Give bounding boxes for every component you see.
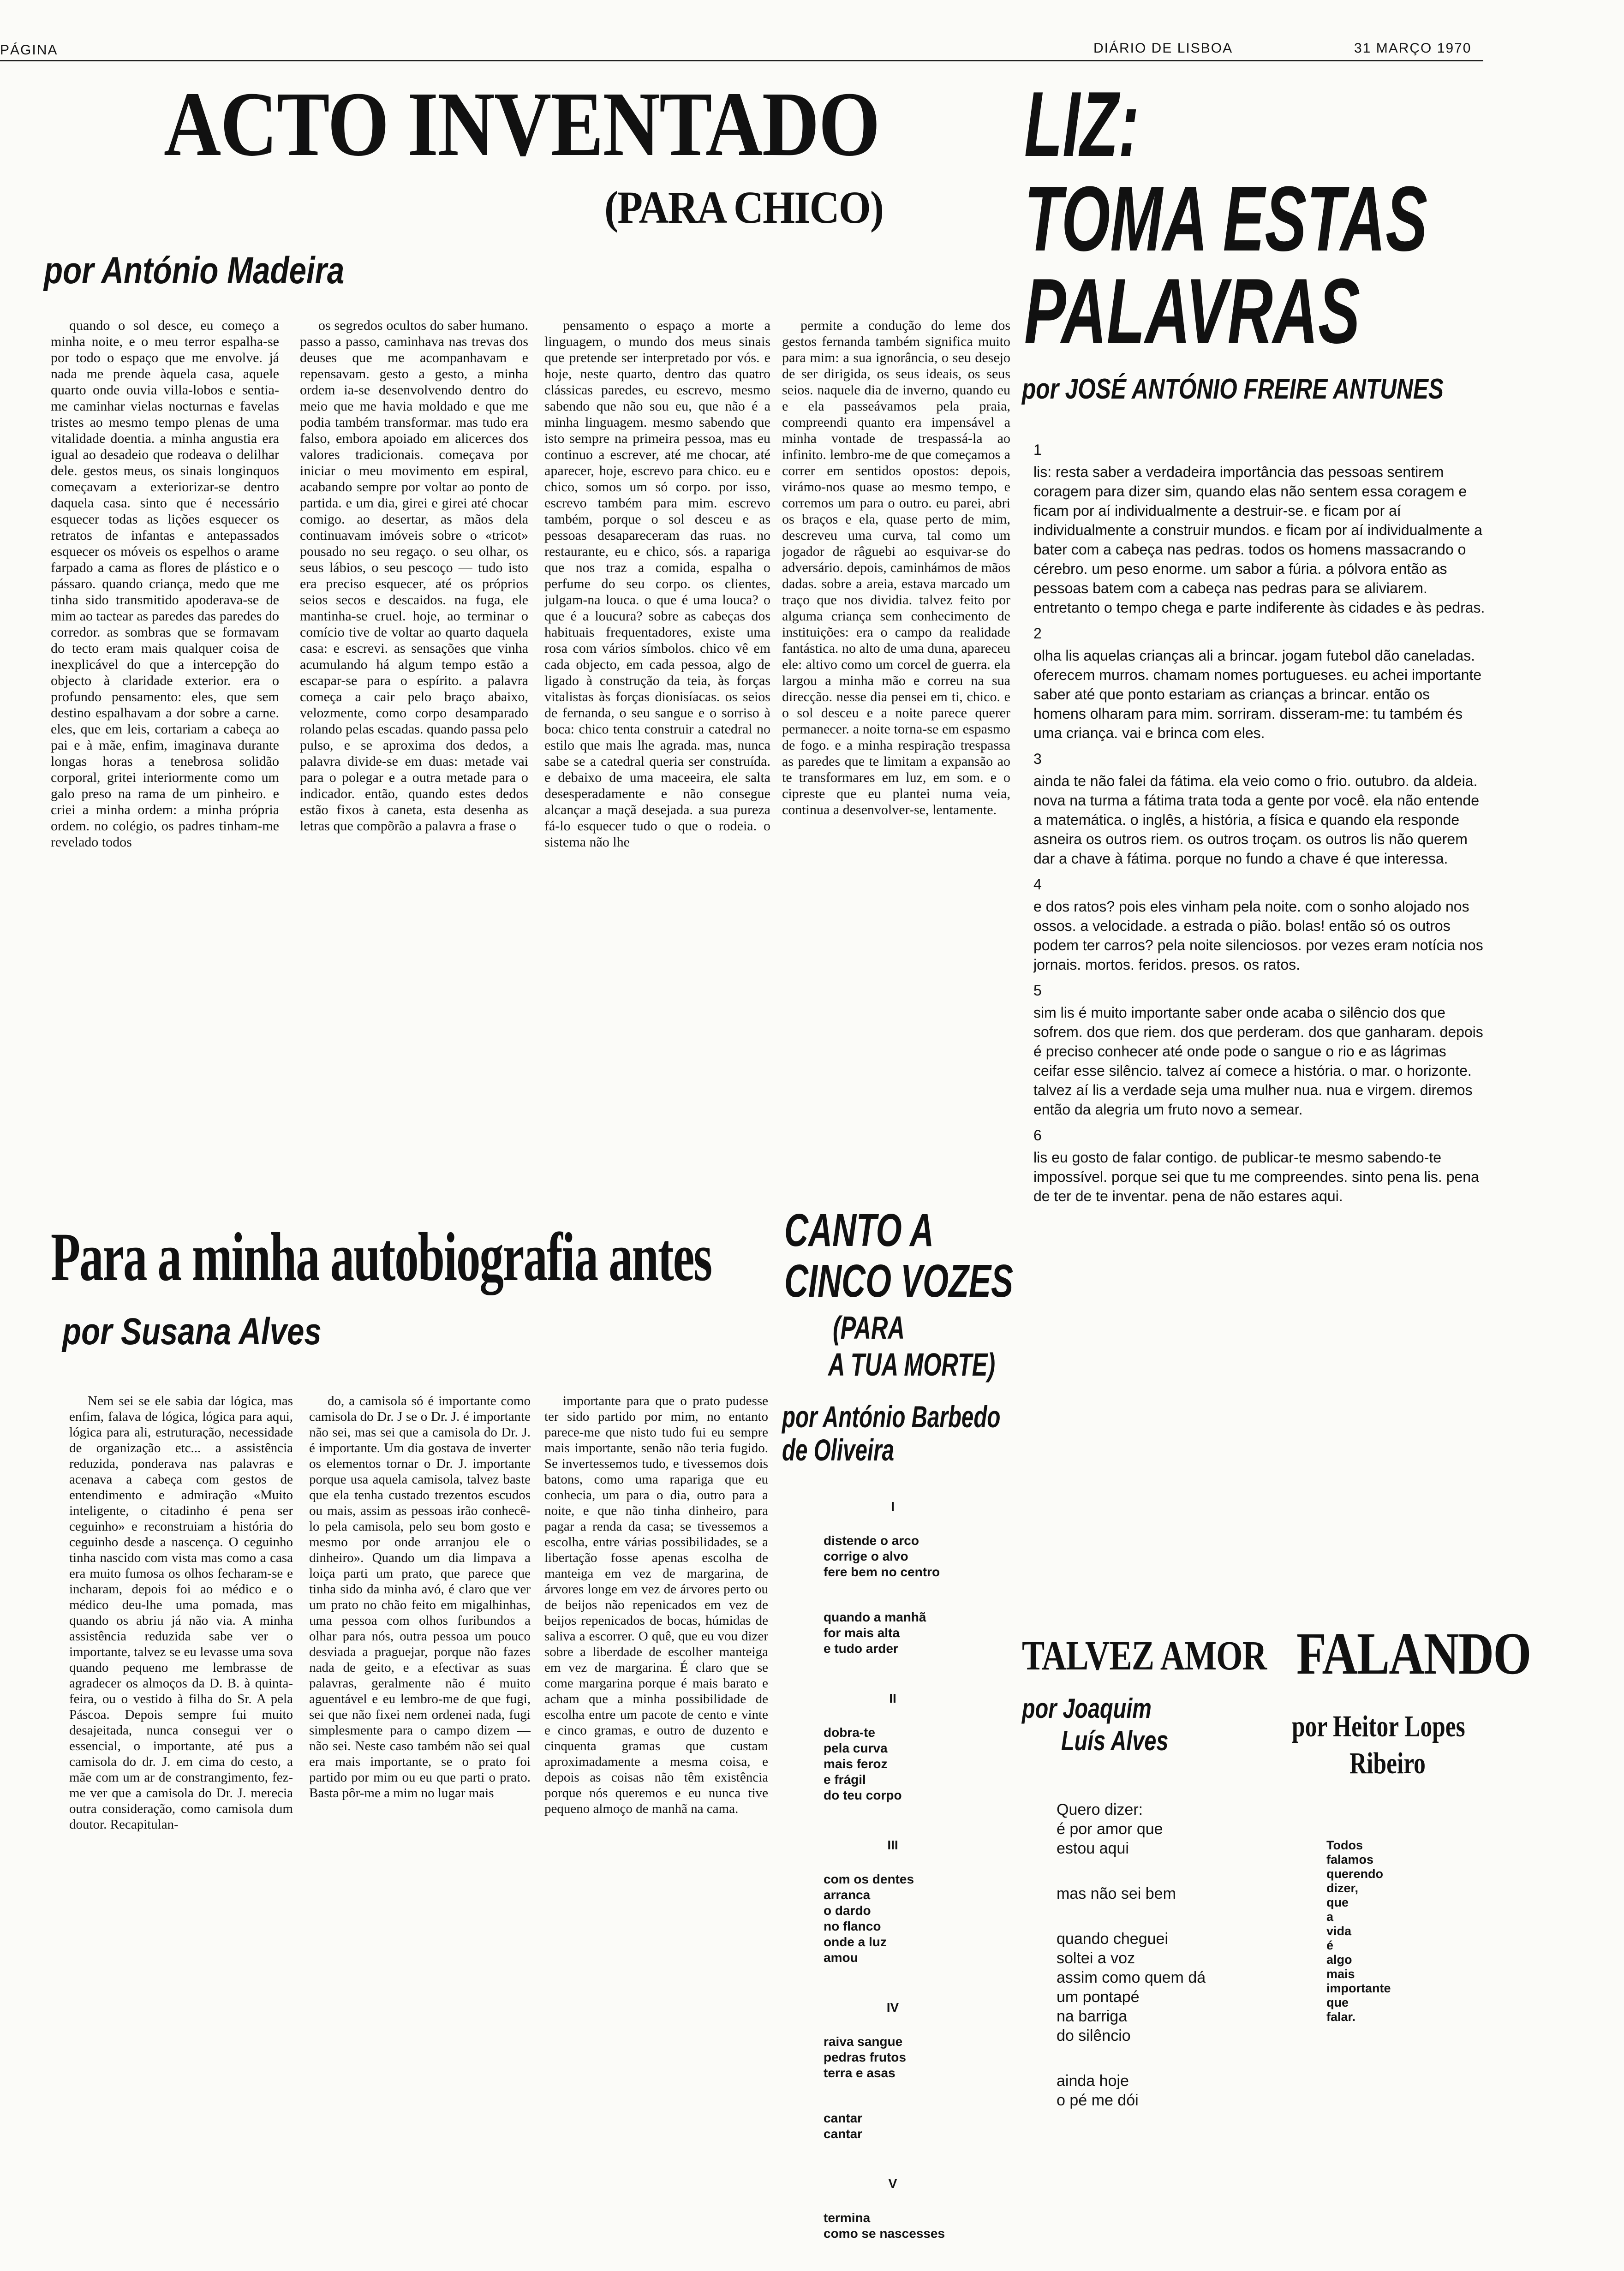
acto-byline: por António Madeira xyxy=(44,250,345,292)
canto-stanza: termina como se nascesses xyxy=(824,2211,945,2241)
acto-text-3: pensamento o espaço a morte a linguagem, o mundo dos meus sinais que pretende ser interpretado por vós. e hoje, neste quarto, dentro das quatro clássicas paredes, eu escrevo, mesmo sabendo que não sou eu, que não é a minha linguagem. mesmo sabendo que isto sempre na primeira pessoa, mas eu continuo a escrever, até me chocar, até aparecer, hoje, escrevo para chico. eu e chico, somos um só corpo. por isso, escrevo também para mim. escrevo também, porque o sol desceu e as pessoas desapareceram das ruas. no restaurante, eu e chico, sós. a rapariga que nos traz a comida, espalha o perfume do seu corpo. os clientes, julgam-na louca. o que é uma louca? o que é a loucura? sobre as cabeças dos habituais frequentadores, existe uma rosa com vários símbolos. chico vê em cada objecto, em cada pessoa, algo de ligado à construção da teia, às forças vitalistas às forças dionisíacas. os seios de fernanda, o seu sangue e o sorriso à boca: chico tenta construir a catedral no estilo que mais lhe agrada. mas, nunca sabe se a catedral queria ser construída. e debaixo de uma maceeira, ele salta desesperadamente e não consegue alcançar a maçã desejada. a sua pureza fá-lo esquecer tudo o que o rodeia. o sistema não lhe xyxy=(544,318,770,850)
canto-stanza: cantar cantar xyxy=(824,2111,863,2141)
canto-section-5-number: V xyxy=(888,2176,897,2191)
issue-date: 31 MARÇO 1970 xyxy=(1354,41,1472,56)
canto-stanza: raiva sangue pedras frutos terra e asas xyxy=(824,2034,906,2080)
liz-section-2-number: 2 xyxy=(1033,625,1042,642)
liz-section-4-text: e dos ratos? pois eles vinham pela noite. com o sonho alojado nos ossos. a velocidade. a estrada o pião. bolas! então só os outros podem ter carros? pela noite silenciosos. por vezes eram notícia nos jornais. mortos. feridos. presos. os ratos. xyxy=(1033,898,1483,973)
canto-subtitle-line-1: (PARA xyxy=(833,1310,905,1346)
talvez-stanza: ainda hoje o pé me dói xyxy=(1057,2072,1139,2109)
acto-text-2: os segredos ocultos do saber humano. passo a passo, caminhava nas trevas dos deuses que me acompanhavam e repensavam. gesto a gesto, a minha ordem ia-se desenvolvendo dentro do meio que me havia moldado e que me podia também transformar. mas tudo era falso, embora apoiado em alicerces dos valores tradicionais. começava por iniciar o meu movimento em espiral, acabando sempre por voltar ao ponto de partida. e um dia, girei e girei até chocar comigo. ao desertar, as mãos dela continuavam imóveis sobre o «tricot» pousado no seu regaço. o seu olhar, os seus lábios, o seu pescoço — tudo isto era preciso esquecer, até os próprios seios secos e descaidos. na fuga, ele mantinha-se cruel. hoje, ao terminar o comício tive de voltar ao quarto daquela casa: e escrevi. as sensações que vinha acumulando há algum tempo estão a escapar-se para o espírito. a palavra começa a cair pelo braço abaixo, velozmente, como corpo desamparado rolando pelas escadas. quando passa pelo pulso, e se aproxima dos dedos, a palavra divide-se em duas: metade vai para o polegar e a outra metade para o indicador. então, quando estes dedos estão fixos à caneta, esta desenha as letras que compõrão a palavra a frase o xyxy=(300,318,528,834)
autobio-text-1: Nem sei se ele sabia dar lógica, mas enfim, falava de lógica, lógica para aqui, lógica para ali, estruturação, necessidade de organização etc... a assistência reduzida, ponderava nas palavras e acenava a cabeça com gestos de entendimento e admiração «Muito inteligente, o citadinho é pena ser ceguinho» e reconstruiam a história do ceguinho desde a nascença. O ceguinho tinha nascido com vista mas como a casa era muito fumosa os olhos fecharam-se e incharam, depois foi ao médico e o médico deu-lhe uma pomada, mas quando os abriu já não via. A minha assistência reduzida sabe ver o importante, talvez se eu levasse uma sova quando pequeno me lembrasse de agradecer os almoços da D. B. à quinta-feira, ou o vestido à filha do Sr. A pela Páscoa. Depois sempre fui muito desajeitada, nunca consegui ver o essencial, o importante, até pus a camisola do dr. J. em cima do cesto, a mãe com um ar de constrangimento, fez-me ver que a camisola do Dr. J. merecia outra consideração, como camisola dum doutor. Recapitulan- xyxy=(69,1394,293,1832)
acto-subtitle: (PARA CHICO) xyxy=(604,182,884,233)
liz-byline: por JOSÉ ANTÓNIO FREIRE ANTUNES xyxy=(1022,373,1444,405)
newspaper-name: DIÁRIO DE LISBOA xyxy=(1093,41,1233,56)
liz-section-3-number: 3 xyxy=(1033,751,1042,767)
liz-section-5-number: 5 xyxy=(1033,982,1042,999)
liz-title-line-2: TOMA ESTAS xyxy=(1024,167,1427,270)
acto-column-1 xyxy=(51,317,279,1180)
falando-title: FALANDO xyxy=(1296,1621,1531,1687)
acto-title: ACTO INVENTADO xyxy=(164,73,880,175)
canto-stanza: quando a manhã for mais alta e tudo arder xyxy=(824,1610,926,1656)
autobio-text-3: importante para que o prato pudesse ter sido partido por mim, no entanto parece-me que nisto tudo fui eu sempre mais importante, senão não teria fugido. Se invertessemos tudo, e tivessemos dois batons, como uma rapariga que eu conhecia, um para o dia, outro para a noite, e que não tinha dinheiro, para pagar a renda da casa; se tivessemos a escolha, entre várias possibilidades, se a libertação fosse apenas escolha de manteiga em vez de margarina, de árvores longe em vez de árvores perto ou de beijos não repenicados em vez de beijos repenicados de bocas, húmidas de saliva a escorrer. O quê, que eu vou dizer sobre a liberdade de escolher manteiga em vez de margarina. É claro que se come margarina porque é mais barato e acham que a minha possibilidade de escolha entre um pacote de cento e vinte e cinco gramas, e outro de duzento e cinquenta gramas que custam aproximadamente a mesma coisa, e depois as coisas não têm existência porque nós queremos e eu nunca tive pequeno almoço de manhã na cama. xyxy=(544,1394,768,1816)
liz-section-6-text: lis eu gosto de falar contigo. de publicar-te mesmo sabendo-te impossível. porque sei que tu me compreendes. sinto pena lis. pena de ter de te inventar. pena de não estares aqui. xyxy=(1033,1149,1479,1204)
falando-poem: Todos falamos querendo dizer, que a vida é algo mais importante que falar. xyxy=(1326,1838,1391,2024)
canto-byline-line-2: de Oliveira xyxy=(782,1433,895,1467)
talvez-byline-line-1: por Joaquim xyxy=(1022,1693,1152,1724)
liz-section-1-number: 1 xyxy=(1033,441,1042,458)
autobio-byline: por Susana Alves xyxy=(62,1311,322,1353)
liz-section-1-text: lis: resta saber a verdadeira importância das pessoas sentirem coragem para dizer sim, quando elas não sentem essa coragem e ficam por aí individualmente a destruir-se. e ficam por aí individualmente a construir mundos. e ficam por aí individualmente a bater com a cabeça nas pedras. todos os homens massacrando o cérebro. um peso enorme. um sabor a fúria. a pólvora então as pessoas batem com a cabeça nas pedras para se aliviarem. entretanto o tempo chega e parte indiferente às cidades e às pedras. xyxy=(1033,464,1485,616)
liz-section-4-number: 4 xyxy=(1033,876,1042,893)
autobio-text-2: do, a camisola só é importante como camisola do Dr. J se o Dr. J. é importante não sei, mas sei que a camisola do Dr. J. é importante. Um dia gostava de inverter os elementos tornar o Dr. J. importante porque usa aquela camisola, talvez baste que ela tenha custado trezentos escudos ou mais, assim as pessoas irão conhecê-lo pela camisola, pelo seu bom gosto e mesmo por onde arranjou ele o dinheiro». Quando um dia limpava a loiça parti um prato, que parece que tinha sido da minha avó, é claro que ver um prato no chão feito em migalhinhas, uma pessoa com olhos furibundos a olhar para nós, outra pessoa um pouco desviada a praguejar, porque não fazes nada de geito, e a efectivar as suas palavras, geralmente não é muito aguentável e eu lembro-me de que fugi, sei que não fixei nem ordenei nada, fugi simplesmente para o campo dizem — não sei. Neste caso também não sei qual era mais importante, se o prato foi partido por mim ou eu que parti o prato. Basta pôr-me a mim no lugar mais xyxy=(309,1394,531,1800)
talvez-stanza: Quero dizer: é por amor que estou aqui xyxy=(1057,1801,1163,1857)
acto-column-3 xyxy=(544,317,770,1180)
canto-byline-line-1: por António Barbedo xyxy=(782,1400,1001,1434)
autobio-title: Para a minha autobiografia antes xyxy=(51,1219,711,1295)
canto-section-2-number: II xyxy=(889,1691,896,1705)
canto-section-1-number: I xyxy=(891,1499,895,1514)
autobio-column-3 xyxy=(544,1393,768,2136)
talvez-title: TALVEZ AMOR xyxy=(1022,1633,1267,1679)
autobio-column-2 xyxy=(309,1393,531,2136)
autobio-column-1 xyxy=(69,1393,293,2136)
acto-column-2 xyxy=(300,317,528,1180)
canto-subtitle-line-2: A TUA MORTE) xyxy=(828,1347,996,1383)
page-label: PÁGINA xyxy=(0,42,58,58)
liz-section-5-text: sim lis é muito importante saber onde acaba o silêncio dos que sofrem. dos que riem. dos que perderam. dos que ganharam. depois é preciso conhecer até onde pode o sangue o rio e as lágrimas ceifar esse silêncio. talvez aí comece a história. o mar. o horizonte. talvez aí lis a verdade seja uma mulher nua. nua e virgem. diremos então da alegria um fruto novo a semear. xyxy=(1033,1004,1483,1118)
falando-byline-line-2: Ribeiro xyxy=(1349,1746,1426,1780)
canto-section-4-number: IV xyxy=(886,2000,899,2015)
talvez-byline-line-2: Luís Alves xyxy=(1061,1725,1169,1756)
canto-section-3-number: III xyxy=(887,1838,898,1852)
liz-title-line-3: PALAVRAS xyxy=(1024,260,1360,363)
talvez-stanza: quando cheguei soltei a voz assim como quem dá um pontapé na barriga do silêncio xyxy=(1057,1930,1206,2044)
acto-text-1: quando o sol desce, eu começo a minha noite, e o meu terror espalha-se por todo o espaço que me envolve. já nada me prende àquela casa, aquele quarto onde ouvia villa-lobos e sentia-me caminhar vielas nocturnas e favelas tristes ao mesmo tempo plenas de uma vitalidade doentia. a minha angustia era igual ao desadeio que rodeava o delilhar dele. gestos meus, os sinais longinquos começavam a exteriorizar-se dentro daquela casa. sinto que é necessário esquecer todas as lições esquecer os retratos de infantas e antepassados esquecer os móveis os espelhos o arame farpado a cama as flores de plástico e o pássaro. quando criança, medo que me tinha sido transmitido apoderava-se de mim ao tactear as paredes das paredes do corredor. as sombras que se formavam do tecto eram mais qualquer coisa de inexplicável do que a intercepção do objecto à claridade exterior. era o profundo pensamento: eles, que sem destino espalhavam a dor sobre a carne. eles, que em leis, cortariam a cabeça ao pai e à mãe, enfim, imaginava durante longas horas a tenebrosa solidão corporal, gritei interiormente como um galo preso na rama de um pinheiro. e criei a minha ordem: a minha própria ordem. no colégio, os padres tinham-me revelado todos xyxy=(51,318,279,850)
liz-section-2-text: olha lis aquelas crianças ali a brincar. jogam futebol dão caneladas. oferecem murros. chamam nomes portugueses. eu achei importante saber até que ponto estariam as crianças a brincar. então os homens olharam para mim. sorriram. disseram-me: tu também és uma criança. vai e brinca com eles. xyxy=(1033,647,1482,741)
canto-stanza: distende o arco corrige o alvo fere bem no centro xyxy=(824,1533,940,1579)
liz-title-line-1: LIZ: xyxy=(1024,73,1140,176)
liz-section-3-text: ainda te não falei da fátima. ela veio como o frio. outubro. da aldeia. nova na turma a fátima trata toda a gente por você. ela não entende a matemática. o inglês, a história, a física e quando ela responde asneira os outros riem. os outros troçam. os outros lis não querem dar a chave à fátima. porque no fundo a chave é que interessa. xyxy=(1033,773,1479,867)
falando-byline-line-1: por Heitor Lopes xyxy=(1292,1710,1465,1743)
liz-section-6-number: 6 xyxy=(1033,1127,1042,1144)
canto-stanza: com os dentes arranca o dardo no flanco onde a luz amou xyxy=(824,1872,914,1965)
canto-stanza: dobra-te pela curva mais feroz e frágil do teu corpo xyxy=(824,1725,902,1802)
canto-poem xyxy=(824,1478,1008,2271)
acto-column-4 xyxy=(782,317,1010,1134)
liz-text xyxy=(1033,434,1486,1518)
talvez-poem xyxy=(1057,1781,1264,2129)
acto-text-4: permite a condução do leme dos gestos fernanda também significa muito para mim: a sua ignorância, o seu desejo de ser dirigida, os seus ideais, os seus seios. naquele dia de inverno, quando eu e ela passeávamos pela praia, compreendi quanto era impensável a minha vontade de trespassá-la ao infinito. lembro-me de que começamos a correr em sentidos opostos: depois, virámo-nos quase ao mesmo tempo, e corremos um para o outro. eu parei, abri os braços e ela, quase perto de mim, descreveu uma curva, tal como um jogador de râguebi ao esquivar-se do adversário. depois, caminhámos de mãos dadas. sobre a areia, estava marcado um traço que nos dividia. talvez feito por alguma criança sem conhecimento de instituições: era o campo da realidade fantástica. no alto de uma duna, apareceu ele: altivo como um corcel de guerra. ela largou a minha mão e correu na sua direcção. nesse dia pensei em ti, chico. e o sol desceu e a noite parece querer permanecer. a noite torna-se em espasmo de fogo. e a minha respiração trespassa as paredes que te limitam a expansão ao te transformares em luz, em som. e o cipreste que eu plantei numa veia, continua a desenvolver-se, lentamente. xyxy=(782,318,1010,817)
header-rule xyxy=(0,60,1483,61)
talvez-stanza: mas não sei bem xyxy=(1057,1885,1176,1902)
canto-title-line-1: CANTO A xyxy=(784,1204,934,1256)
canto-title-line-2: CINCO VOZES xyxy=(784,1255,1014,1307)
